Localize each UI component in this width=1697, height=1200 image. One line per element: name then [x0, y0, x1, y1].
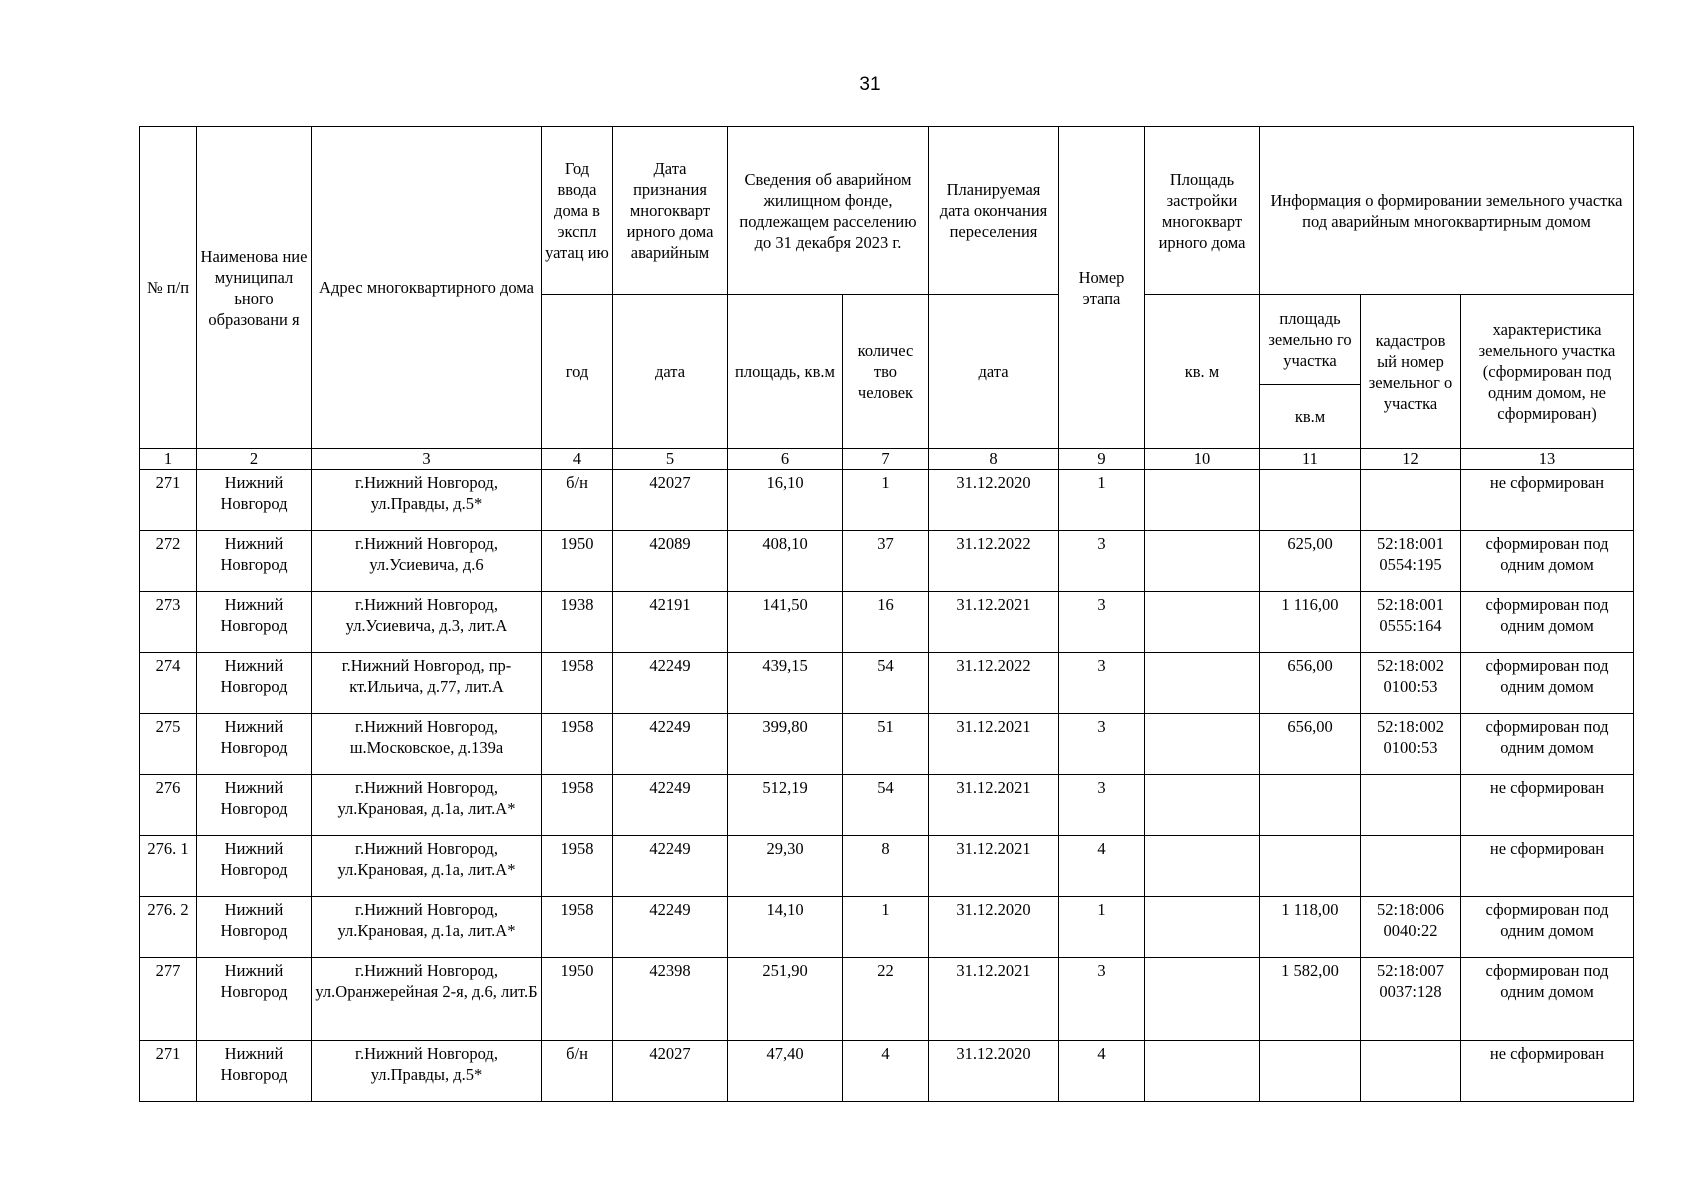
cell-building-area [1145, 592, 1260, 653]
cell-land-characteristic: сформирован под одним домом [1461, 897, 1634, 958]
cell-commission-year: б/н [542, 470, 613, 531]
cell-municipality: Нижний Новгород [197, 775, 312, 836]
column-number: 13 [1461, 449, 1634, 470]
cell-emergency-date: 42249 [613, 775, 728, 836]
header-unit-date: дата [613, 295, 728, 449]
cell-emergency-date: 42249 [613, 714, 728, 775]
cell-building-area [1145, 653, 1260, 714]
cell-address: г.Нижний Новгород, ул.Крановая, д.1а, лит.А* [312, 775, 542, 836]
cell-address: г.Нижний Новгород, ул.Крановая, д.1а, лит.А* [312, 836, 542, 897]
cell-row-number: 276 [140, 775, 197, 836]
cell-building-area [1145, 775, 1260, 836]
cell-row-number: 276. 2 [140, 897, 197, 958]
column-number: 11 [1260, 449, 1361, 470]
cell-emergency-date: 42027 [613, 1041, 728, 1102]
cell-building-area [1145, 714, 1260, 775]
cell-building-area [1145, 958, 1260, 1041]
header-commission-year: Год ввода дома в экспл уатац ию [542, 127, 613, 295]
header-address: Адрес многоквартирного дома [312, 127, 542, 449]
cell-commission-year: б/н [542, 1041, 613, 1102]
cell-area: 141,50 [728, 592, 843, 653]
cell-people: 22 [843, 958, 929, 1041]
cell-stage: 3 [1059, 714, 1145, 775]
cell-address: г.Нижний Новгород, ул.Правды, д.5* [312, 470, 542, 531]
cell-stage: 3 [1059, 531, 1145, 592]
cell-planned-date: 31.12.2022 [929, 653, 1059, 714]
cell-planned-date: 31.12.2021 [929, 958, 1059, 1041]
cell-land-characteristic: сформирован под одним домом [1461, 592, 1634, 653]
cell-row-number: 273 [140, 592, 197, 653]
column-number-row [140, 449, 1634, 470]
table-row [140, 592, 1634, 653]
cell-land-characteristic: не сформирован [1461, 470, 1634, 531]
cell-address: г.Нижний Новгород, ул.Правды, д.5* [312, 1041, 542, 1102]
cell-land-area [1260, 836, 1361, 897]
cell-cadastral-number: 52:18:001 0554:195 [1361, 531, 1461, 592]
cell-municipality: Нижний Новгород [197, 470, 312, 531]
column-number: 2 [197, 449, 312, 470]
cell-area: 16,10 [728, 470, 843, 531]
cell-emergency-date: 42249 [613, 653, 728, 714]
cell-land-characteristic: сформирован под одним домом [1461, 714, 1634, 775]
cell-commission-year: 1958 [542, 775, 613, 836]
cell-commission-year: 1958 [542, 653, 613, 714]
cell-area: 47,40 [728, 1041, 843, 1102]
cell-cadastral-number: 52:18:001 0555:164 [1361, 592, 1461, 653]
cell-area: 399,80 [728, 714, 843, 775]
column-number: 7 [843, 449, 929, 470]
header-planned-resettlement-date: Планируемая дата окончания переселения [929, 127, 1059, 295]
cell-land-area [1260, 775, 1361, 836]
cell-land-characteristic: сформирован под одним домом [1461, 531, 1634, 592]
header-unit-area: площадь, кв.м [728, 295, 843, 449]
column-number: 12 [1361, 449, 1461, 470]
cell-land-area [1260, 470, 1361, 531]
cell-stage: 4 [1059, 1041, 1145, 1102]
cell-commission-year: 1950 [542, 958, 613, 1041]
header-municipality: Наименова ние муниципал ьного образовани я [197, 127, 312, 449]
header-land-plot-info: Информация о формировании земельного участка под аварийным многоквартирным домом [1260, 127, 1634, 295]
cell-emergency-date: 42249 [613, 836, 728, 897]
cell-people: 16 [843, 592, 929, 653]
cell-land-characteristic: не сформирован [1461, 775, 1634, 836]
header-emergency-date: Дата признания многокварт ирного дома аварийным [613, 127, 728, 295]
cell-cadastral-number: 52:18:002 0100:53 [1361, 653, 1461, 714]
cell-planned-date: 31.12.2020 [929, 470, 1059, 531]
table-row [140, 836, 1634, 897]
cell-stage: 3 [1059, 592, 1145, 653]
cell-land-characteristic: сформирован под одним домом [1461, 653, 1634, 714]
column-number: 1 [140, 449, 197, 470]
column-number: 9 [1059, 449, 1145, 470]
cell-row-number: 275 [140, 714, 197, 775]
cell-land-area [1260, 1041, 1361, 1102]
cell-planned-date: 31.12.2020 [929, 897, 1059, 958]
cell-people: 1 [843, 470, 929, 531]
cell-address: г.Нижний Новгород, ул.Крановая, д.1а, лит.А* [312, 897, 542, 958]
column-number: 3 [312, 449, 542, 470]
cell-land-area: 656,00 [1260, 653, 1361, 714]
cell-area: 14,10 [728, 897, 843, 958]
cell-area: 439,15 [728, 653, 843, 714]
cell-address: г.Нижний Новгород, пр-кт.Ильича, д.77, лит.А [312, 653, 542, 714]
cell-commission-year: 1950 [542, 531, 613, 592]
cell-stage: 1 [1059, 897, 1145, 958]
cell-municipality: Нижний Новгород [197, 897, 312, 958]
cell-area: 29,30 [728, 836, 843, 897]
cell-cadastral-number: 52:18:002 0100:53 [1361, 714, 1461, 775]
header-building-area: Площадь застройки многокварт ирного дома [1145, 127, 1260, 295]
cell-building-area [1145, 836, 1260, 897]
cell-people: 37 [843, 531, 929, 592]
emergency-housing-table [139, 126, 1634, 1102]
cell-planned-date: 31.12.2021 [929, 775, 1059, 836]
cell-area: 251,90 [728, 958, 843, 1041]
cell-municipality: Нижний Новгород [197, 714, 312, 775]
cell-area: 512,19 [728, 775, 843, 836]
cell-building-area [1145, 470, 1260, 531]
cell-row-number: 271 [140, 470, 197, 531]
cell-cadastral-number [1361, 470, 1461, 531]
cell-people: 51 [843, 714, 929, 775]
cell-cadastral-number [1361, 1041, 1461, 1102]
cell-people: 4 [843, 1041, 929, 1102]
cell-land-area: 656,00 [1260, 714, 1361, 775]
cell-building-area [1145, 897, 1260, 958]
cell-address: г.Нижний Новгород, ул.Усиевича, д.3, лит.А [312, 592, 542, 653]
table-row [140, 1041, 1634, 1102]
header-unit-year: год [542, 295, 613, 449]
header-cadastral-number: кадастров ый номер земельног о участка [1361, 295, 1461, 449]
cell-people: 54 [843, 775, 929, 836]
cell-planned-date: 31.12.2021 [929, 836, 1059, 897]
cell-row-number: 272 [140, 531, 197, 592]
cell-stage: 4 [1059, 836, 1145, 897]
cell-municipality: Нижний Новгород [197, 592, 312, 653]
cell-address: г.Нижний Новгород, ш.Московское, д.139а [312, 714, 542, 775]
cell-commission-year: 1958 [542, 836, 613, 897]
header-stage-number: Номер этапа [1059, 127, 1145, 449]
cell-land-characteristic: не сформирован [1461, 836, 1634, 897]
cell-municipality: Нижний Новгород [197, 653, 312, 714]
cell-address: г.Нижний Новгород, ул.Оранжерейная 2-я, д.6, лит.Б [312, 958, 542, 1041]
cell-municipality: Нижний Новгород [197, 1041, 312, 1102]
cell-area: 408,10 [728, 531, 843, 592]
table-row [140, 653, 1634, 714]
table-row [140, 714, 1634, 775]
cell-land-area: 1 582,00 [1260, 958, 1361, 1041]
table-row [140, 470, 1634, 531]
column-number: 5 [613, 449, 728, 470]
cell-people: 8 [843, 836, 929, 897]
column-number: 6 [728, 449, 843, 470]
column-number: 4 [542, 449, 613, 470]
header-unit-sqm: кв. м [1145, 295, 1260, 449]
cell-land-area: 625,00 [1260, 531, 1361, 592]
cell-planned-date: 31.12.2021 [929, 592, 1059, 653]
cell-stage: 1 [1059, 470, 1145, 531]
column-number: 10 [1145, 449, 1260, 470]
cell-emergency-date: 42191 [613, 592, 728, 653]
header-unit-people: количес тво человек [843, 295, 929, 449]
cell-row-number: 271 [140, 1041, 197, 1102]
table-row [140, 531, 1634, 592]
cell-emergency-date: 42249 [613, 897, 728, 958]
cell-commission-year: 1938 [542, 592, 613, 653]
cell-municipality: Нижний Новгород [197, 531, 312, 592]
cell-stage: 3 [1059, 775, 1145, 836]
cell-emergency-date: 42398 [613, 958, 728, 1041]
table-row [140, 958, 1634, 1041]
cell-row-number: 276. 1 [140, 836, 197, 897]
table-header [140, 127, 1634, 470]
header-land-characteristic: характеристика земельного участка (сформирован под одним домом, не сформирован) [1461, 295, 1634, 449]
cell-people: 54 [843, 653, 929, 714]
cell-row-number: 274 [140, 653, 197, 714]
cell-building-area [1145, 1041, 1260, 1102]
header-emergency-fund-info: Сведения об аварийном жилищном фонде, подлежащем расселению до 31 декабря 2023 г. [728, 127, 929, 295]
cell-land-characteristic: сформирован под одним домом [1461, 958, 1634, 1041]
table-row [140, 897, 1634, 958]
cell-cadastral-number [1361, 775, 1461, 836]
table-row [140, 775, 1634, 836]
column-number: 8 [929, 449, 1059, 470]
header-unit-plan-date: дата [929, 295, 1059, 449]
page-number: 31 [859, 74, 881, 95]
cell-stage: 3 [1059, 653, 1145, 714]
cell-municipality: Нижний Новгород [197, 836, 312, 897]
cell-land-area: 1 116,00 [1260, 592, 1361, 653]
cell-cadastral-number: 52:18:007 0037:128 [1361, 958, 1461, 1041]
cell-commission-year: 1958 [542, 897, 613, 958]
cell-emergency-date: 42089 [613, 531, 728, 592]
cell-address: г.Нижний Новгород, ул.Усиевича, д.6 [312, 531, 542, 592]
cell-municipality: Нижний Новгород [197, 958, 312, 1041]
cell-commission-year: 1958 [542, 714, 613, 775]
cell-emergency-date: 42027 [613, 470, 728, 531]
cell-planned-date: 31.12.2021 [929, 714, 1059, 775]
header-land-area: площадь земельно го участка [1260, 295, 1361, 385]
cell-people: 1 [843, 897, 929, 958]
cell-building-area [1145, 531, 1260, 592]
cell-row-number: 277 [140, 958, 197, 1041]
header-row-number: № п/п [140, 127, 197, 449]
cell-planned-date: 31.12.2022 [929, 531, 1059, 592]
cell-cadastral-number [1361, 836, 1461, 897]
cell-cadastral-number: 52:18:006 0040:22 [1361, 897, 1461, 958]
cell-stage: 3 [1059, 958, 1145, 1041]
cell-planned-date: 31.12.2020 [929, 1041, 1059, 1102]
cell-land-characteristic: не сформирован [1461, 1041, 1634, 1102]
header-unit-land-sqm: кв.м [1260, 385, 1361, 449]
table-body [140, 470, 1634, 1102]
cell-land-area: 1 118,00 [1260, 897, 1361, 958]
